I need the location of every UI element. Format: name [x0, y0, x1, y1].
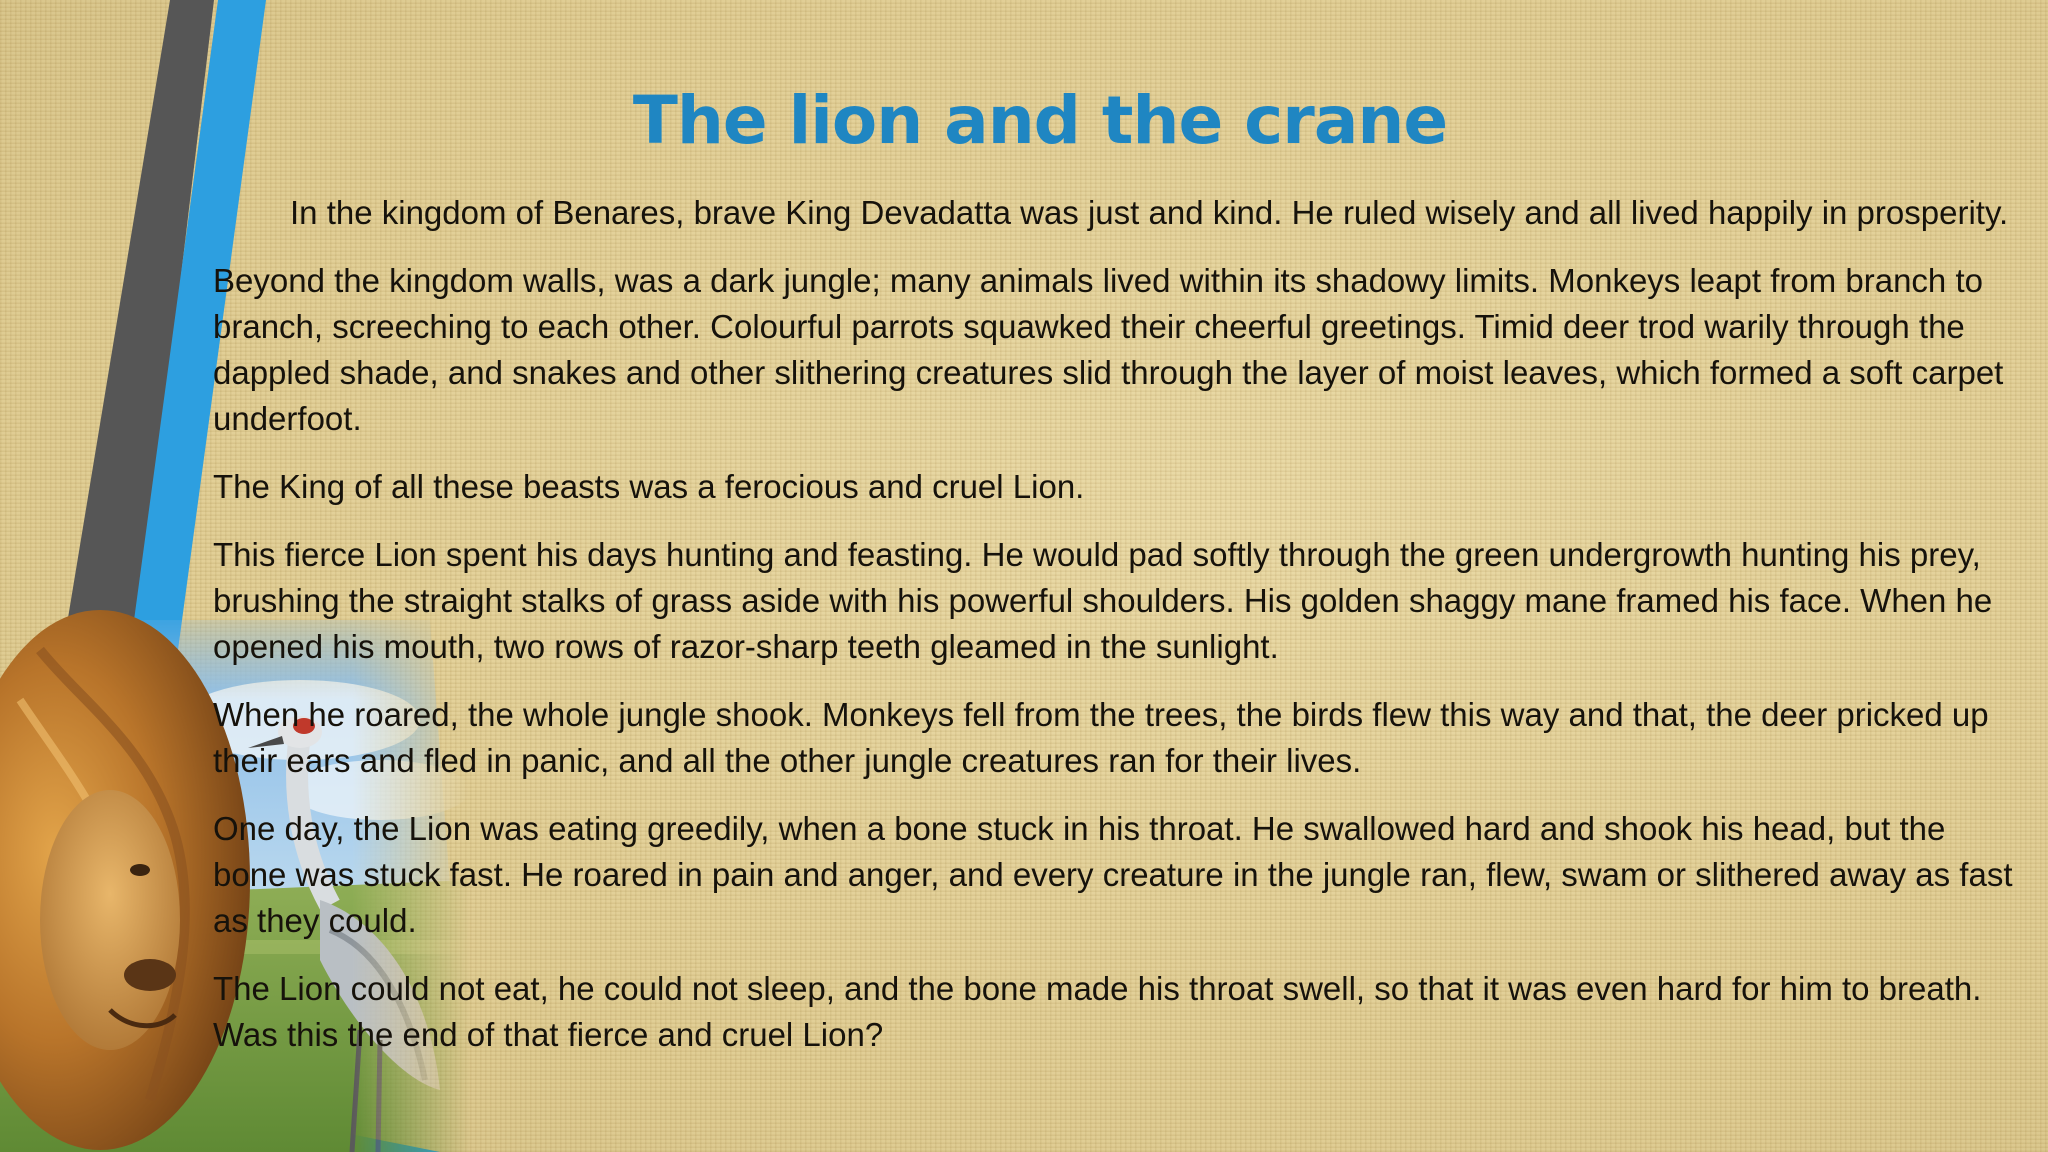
story-paragraph: One day, the Lion was eating greedily, when a bone stuck in his throat. He swallowed hard and shook his head, but the bone was stuck fast. He roared in pain and anger, and every creature in the jungle ran, flew, swam or slithered away as fast as they could.: [213, 810, 2013, 939]
story-paragraph: Beyond the kingdom walls, was a dark jungle; many animals lived within its shadowy limits. Monkeys leapt from branch to branch, screeching to each other. Colourful parrots squawked their cheerful greetings. Timid deer trod warily through the dappled shade, and snakes and other slithering creatures slid through the layer of moist leaves, which formed a soft carpet underfoot.: [213, 262, 2004, 437]
story-paragraph: In the kingdom of Benares, brave King Devadatta was just and kind. He ruled wisely and all lived happily in prosperity.: [290, 194, 2009, 231]
story-text: [213, 190, 2021, 1080]
story-paragraph: The King of all these beasts was a ferocious and cruel Lion.: [213, 468, 1085, 505]
story-paragraph: When he roared, the whole jungle shook. Monkeys fell from the trees, the birds flew this way and that, the deer pricked up their ears and fled in panic, and all the other jungle creatures ran for their lives.: [213, 696, 1989, 779]
slide-title: The lion and the crane: [632, 82, 1448, 159]
story-paragraph: This fierce Lion spent his days hunting and feasting. He would pad softly through the green undergrowth hunting his prey, brushing the straight stalks of grass aside with his powerful shoulders. His golden shaggy mane framed his face. When he opened his mouth, two rows of razor-sharp teeth gleamed in the sunlight.: [213, 536, 1993, 665]
story-paragraph: The Lion could not eat, he could not sleep, and the bone made his throat swell, so that it was even hard for him to breath. Was this the end of that fierce and cruel Lion?: [213, 970, 1982, 1053]
